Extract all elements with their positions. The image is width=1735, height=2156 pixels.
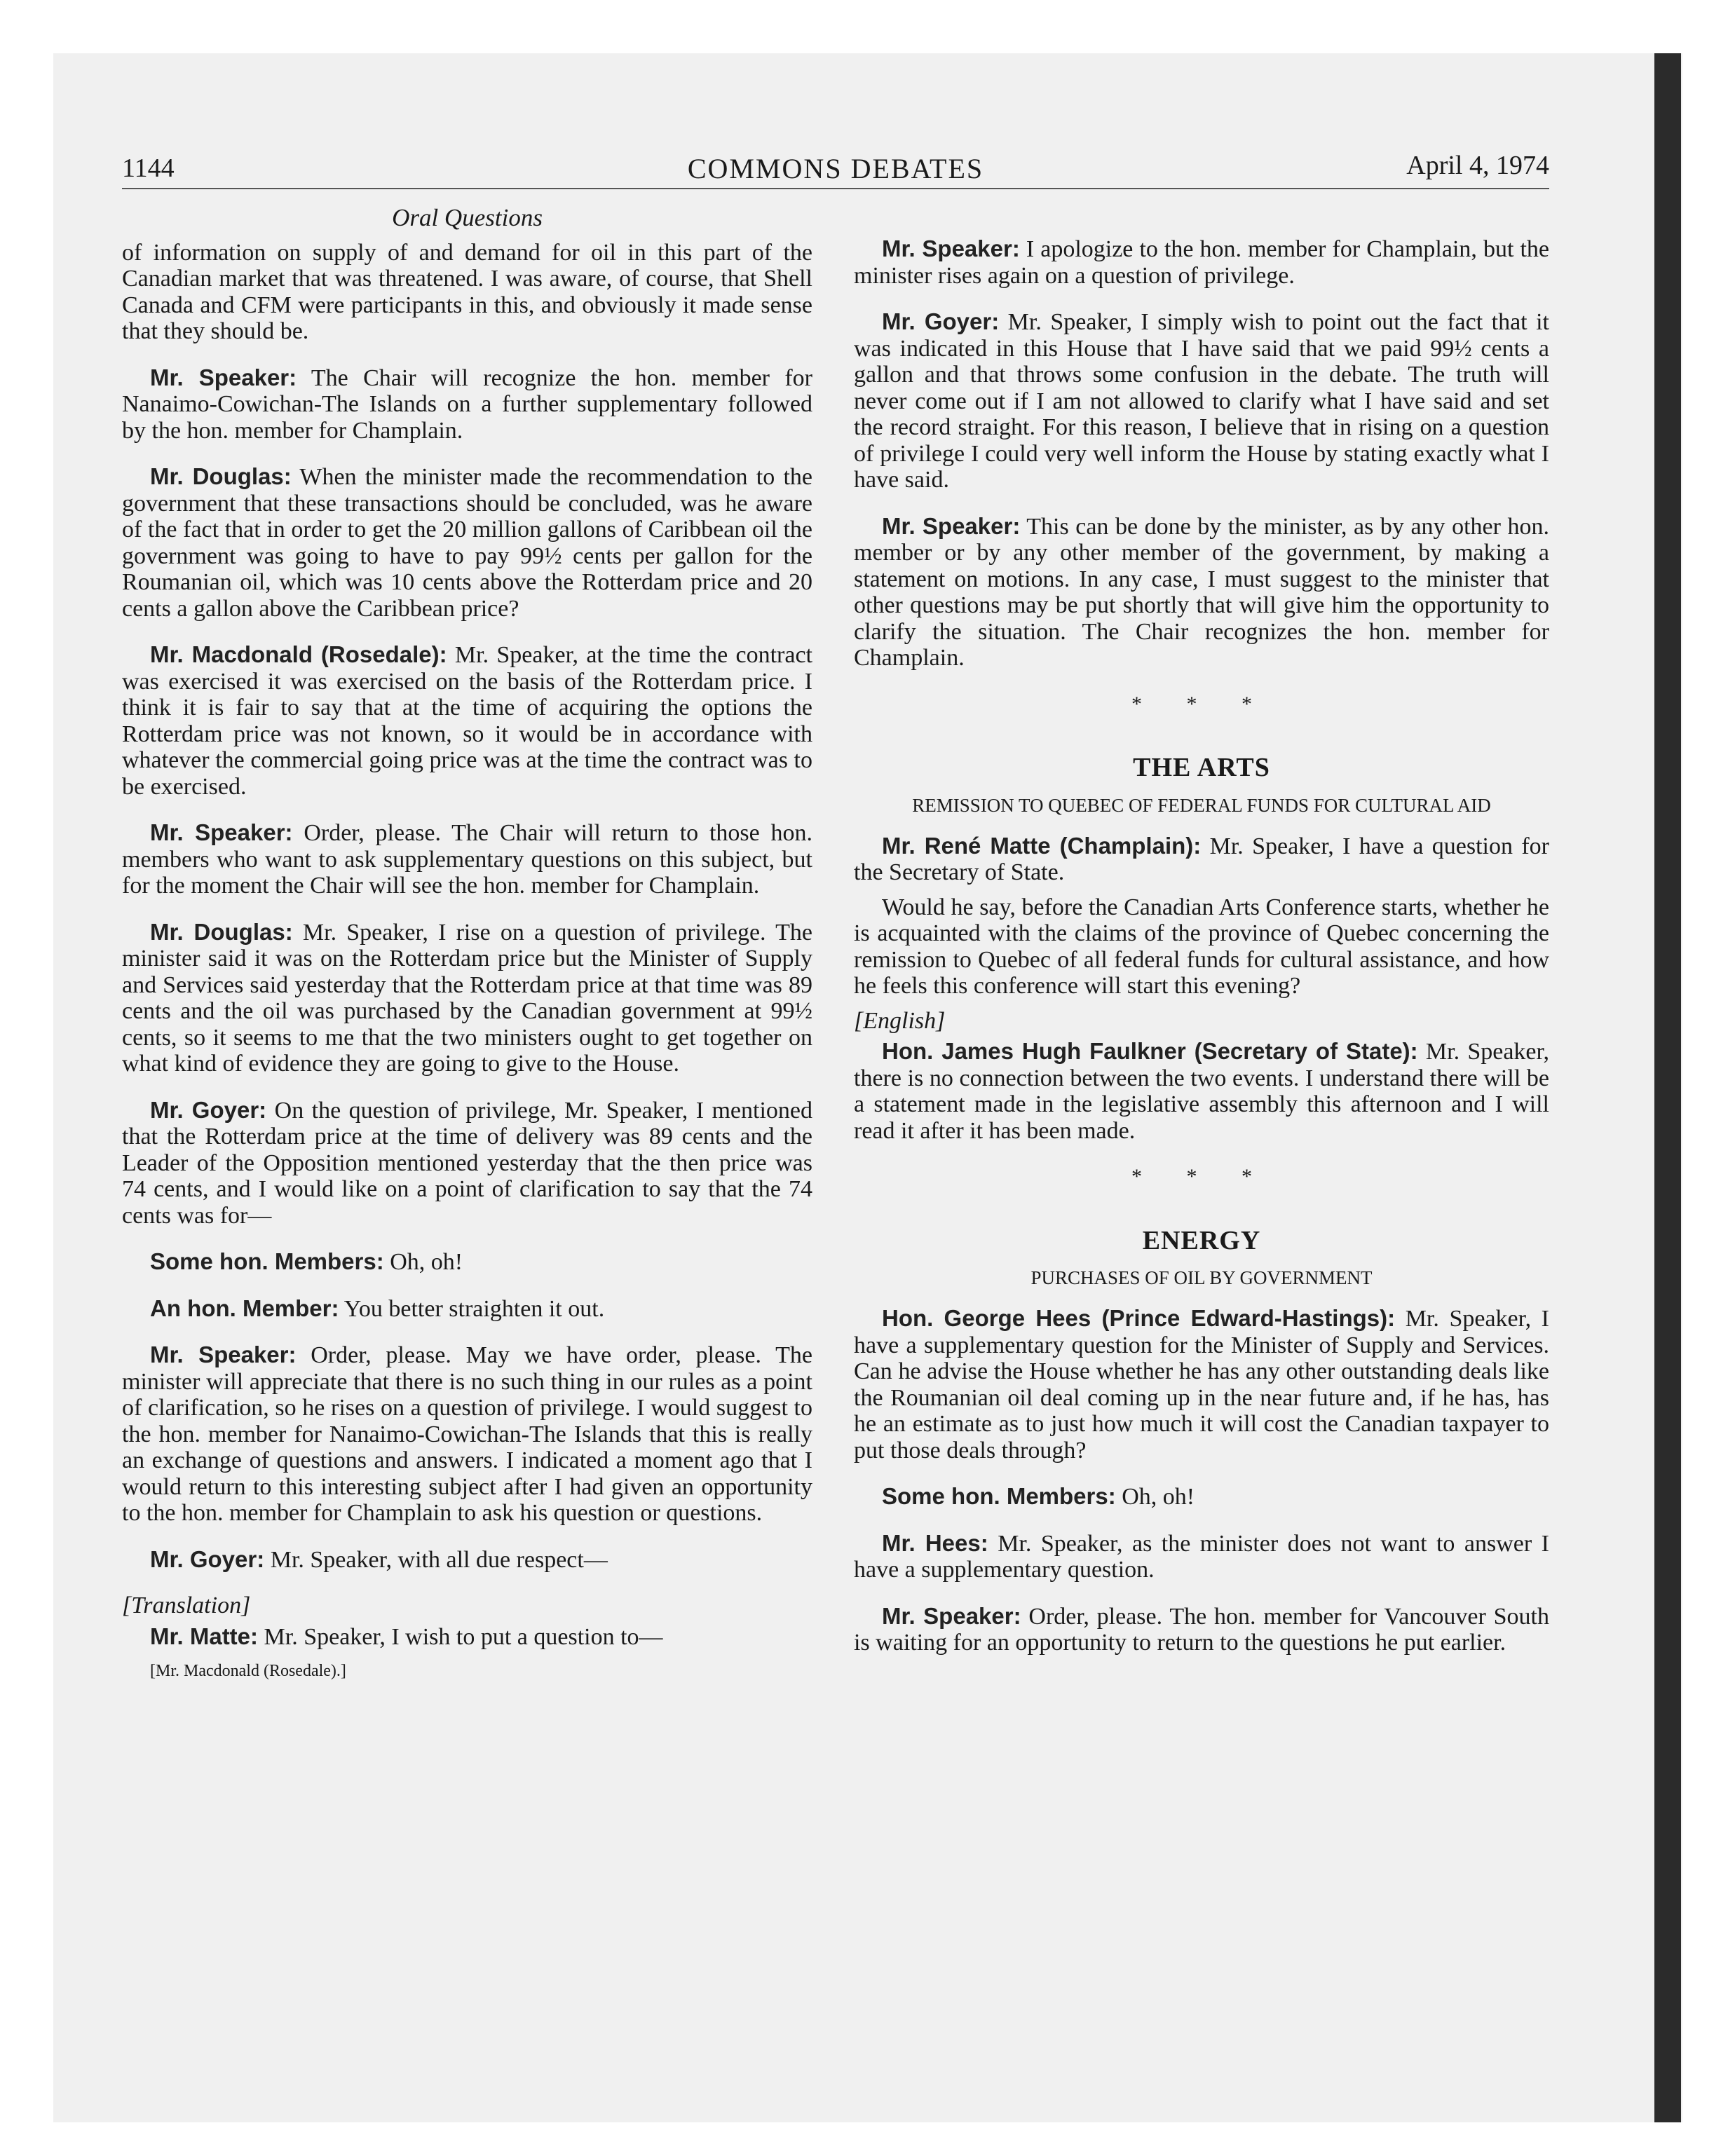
speaker-name: Mr. Speaker: bbox=[150, 819, 293, 845]
paragraph bbox=[122, 819, 812, 899]
paragraph bbox=[854, 513, 1549, 671]
paragraph-text: This can be done by the minister, as by any other hon. member or by any other member of the government, by making a statement on motions. In any case, I must suggest to the minister that other questions may be put shortly that will give him the opportunity to clarify the situation. The Chair recognizes the hon. member for Champlain. bbox=[854, 513, 1549, 671]
paragraph-text: Oh, oh! bbox=[1115, 1484, 1195, 1510]
paragraph-text: Mr. Speaker, at the time the contract was exercised it was exercised on the basis of the Rotterdam price. I think it is fair to say that at the time of acquiring the options the Rotterdam price was not known, so it would be in accordance with whatever the commercial going price was at the time the contract was to be exercised. bbox=[122, 642, 812, 800]
speaker-name: Mr. Douglas: bbox=[150, 918, 293, 945]
speaker-name: Mr. Macdonald (Rosedale): bbox=[150, 641, 447, 667]
paragraph-text: The Chair will recognize the hon. member for Nanaimo-Cowichan-The Islands on a further supplementary followed by the hon. member for Champlain. bbox=[122, 364, 812, 444]
speaker-name: Mr. Douglas: bbox=[150, 463, 292, 489]
speaker-name: Mr. Speaker: bbox=[882, 236, 1020, 261]
speaker-name: Some hon. Members: bbox=[882, 1483, 1116, 1509]
section-separator: * * * bbox=[1131, 1165, 1272, 1188]
paragraph bbox=[854, 1305, 1549, 1464]
paragraph-text: Order, please. The hon. member for Vancouver South is waiting for an opportunity to return to the questions he put earlier. bbox=[854, 1603, 1549, 1656]
paragraph-text: Would he say, before the Canadian Arts Conference starts, whether he is acquainted with the claims of the province of Quebec concerning the remission to Quebec of all federal funds for cultural assistance, and how he feels this conference will start this evening? bbox=[854, 894, 1549, 999]
paragraph-text: Mr. Speaker, I simply wish to point out the fact that it was indicated in this House that I have said that we paid 99½ cents a gallon and that throws some confusion in the debate. The truth will never come out if I am not allowed to clarify what I have said and set the record straight. For this reason, I believe that in rising on a question of privilege I could very well inform the House by stating exactly what I have said. bbox=[854, 309, 1549, 493]
paragraph-text: Mr. Speaker, as the minister does not want to answer I have a supplementary question. bbox=[854, 1530, 1550, 1583]
left-column bbox=[122, 205, 812, 1705]
paragraph bbox=[122, 1546, 812, 1574]
paragraph-text: Oh, oh! bbox=[383, 1249, 463, 1275]
scan-edge-shadow bbox=[1654, 53, 1681, 2122]
paragraph bbox=[854, 1483, 1549, 1510]
paragraph-text: Mr. Speaker, I rise on a question of privilege. The minister said it was on the Rotterdam price but the Minister of Supply and Services said yesterday that the Rotterdam price at that time was 89 cents and the oil was purchased by the Canadian government at 99½ cents, so it seems to me that the two ministers ought to get together on what kind of evidence they are going to give to the House. bbox=[122, 919, 812, 1077]
paragraph bbox=[122, 463, 812, 622]
paragraph bbox=[854, 308, 1549, 493]
paragraph bbox=[122, 364, 812, 444]
section-separator: * * * bbox=[1131, 692, 1272, 716]
paragraph-text: Mr. Speaker, I wish to put a question to— bbox=[258, 1623, 663, 1650]
speaker-name: Some hon. Members: bbox=[150, 1248, 384, 1274]
paragraph bbox=[854, 236, 1549, 289]
paragraph bbox=[854, 1038, 1549, 1144]
paragraph bbox=[122, 641, 812, 800]
speaker-name: Mr. René Matte (Champlain): bbox=[882, 832, 1202, 859]
speaker-name: Mr. Goyer: bbox=[150, 1096, 267, 1123]
paragraph-text: Mr. Speaker, I have a question for the Secretary of State. bbox=[854, 833, 1549, 885]
speaker-name: Mr. Speaker: bbox=[150, 364, 297, 390]
paragraph bbox=[122, 1097, 812, 1229]
speaker-name: Hon. James Hugh Faulkner (Secretary of State): bbox=[882, 1038, 1418, 1064]
section-label: Oral Questions bbox=[392, 204, 543, 231]
paragraph bbox=[854, 1530, 1549, 1583]
translation-tag: [Translation] bbox=[122, 1592, 251, 1618]
paragraph bbox=[122, 1295, 812, 1323]
page-header bbox=[122, 147, 1549, 189]
speaker-name: Mr. Goyer: bbox=[150, 1546, 265, 1572]
paragraph-text: Order, please. May we have order, please. The minister will appreciate that there is no such thing in our rules as a point of clarification, so he rises on a question of privilege. I would suggest to the hon. member for Nanaimo-Cowichan-The Islands that this is really an exchange of questions and answers. I indicated a moment ago that I would return to this interesting subject after I had given an opportunity to the hon. member for Champlain to ask his question or questions. bbox=[122, 1342, 812, 1526]
page-number: 1144 bbox=[122, 153, 175, 183]
paragraph-text: Order, please. The Chair will return to those hon. members who want to ask supplementary questions on this subject, but for the moment the Chair will see the hon. member for Champlain. bbox=[122, 820, 812, 899]
subject-subheading: REMISSION TO QUEBEC OF FEDERAL FUNDS FOR CULTURAL AID bbox=[912, 794, 1491, 816]
paragraph bbox=[854, 1603, 1549, 1656]
subject-subheading: PURCHASES OF OIL BY GOVERNMENT bbox=[1030, 1267, 1373, 1288]
publication-title: COMMONS DEBATES bbox=[687, 153, 984, 184]
speaker-name: Hon. George Hees (Prince Edward-Hastings): bbox=[882, 1305, 1396, 1331]
paragraph-text: I apologize to the hon. member for Champlain, but the minister rises again on a question of privilege. bbox=[854, 236, 1549, 289]
subject-heading: ENERGY bbox=[1142, 1225, 1261, 1255]
speaker-name: Mr. Speaker: bbox=[882, 1602, 1021, 1629]
paragraph bbox=[854, 894, 1549, 999]
speaker-name: An hon. Member: bbox=[150, 1295, 339, 1321]
speaker-name: Mr. Goyer: bbox=[882, 308, 1000, 334]
paragraph bbox=[854, 833, 1549, 886]
paragraph bbox=[122, 240, 812, 345]
right-column bbox=[854, 236, 1549, 1676]
paragraph bbox=[122, 1342, 812, 1527]
speaker-name: Mr. Speaker: bbox=[150, 1342, 297, 1367]
publication-date: April 4, 1974 bbox=[1406, 151, 1549, 180]
paragraph-text: On the question of privilege, Mr. Speaker, I mentioned that the Rotterdam price at the time of delivery was 89 cents and the Leader of the Opposition mentioned yesterday that the then price was 74 cents, and I would like on a point of clarification to say that the 74 cents was for— bbox=[122, 1097, 812, 1229]
language-tag: [English] bbox=[854, 1007, 946, 1034]
speaker-name: Mr. Speaker: bbox=[882, 512, 1021, 539]
paragraph-text: You better straighten it out. bbox=[339, 1295, 605, 1322]
speaker-name: Mr. Hees: bbox=[882, 1529, 988, 1556]
paragraph-text: Mr. Speaker, I have a supplementary question for the Minister of Supply and Services. Can he advise the House whether he has any other outstanding deals like the Roumanian oil deal coming up in the near future and, if he has, has he an estimate as to just how much it will cost the Canadian taxpayer to put those deals through? bbox=[854, 1306, 1549, 1464]
speaker-name: Mr. Matte: bbox=[150, 1623, 259, 1649]
paragraph-text: When the minister made the recommendation to the government that these transactions should be concluded, was he aware of the fact that in order to get the 20 million gallons of Caribbean oil the government was going to have to pay 99½ cents per gallon for the Roumanian oil, which was 10 cents above the Rotterdam price and 20 cents a gallon above the Caribbean price? bbox=[122, 464, 812, 622]
paragraph-text: Mr. Speaker, with all due respect— bbox=[264, 1546, 608, 1573]
paragraph-text: of information on supply of and demand for oil in this part of the Canadian market that was threatened. I was aware, of course, that Shell Canada and CFM were participants in this, and obviously it made sense that they should be. bbox=[122, 239, 812, 344]
subject-heading: THE ARTS bbox=[1133, 753, 1270, 782]
paragraph-text: Mr. Speaker, there is no connection between the two events. I understand there will be a statement made in the legislative assembly this afternoon and I will read it after it has been made. bbox=[854, 1039, 1549, 1144]
paragraph bbox=[122, 919, 812, 1077]
paragraph bbox=[122, 1623, 812, 1651]
paragraph bbox=[122, 1248, 812, 1276]
page-footnote: [Mr. Macdonald (Rosedale).] bbox=[150, 1662, 346, 1680]
